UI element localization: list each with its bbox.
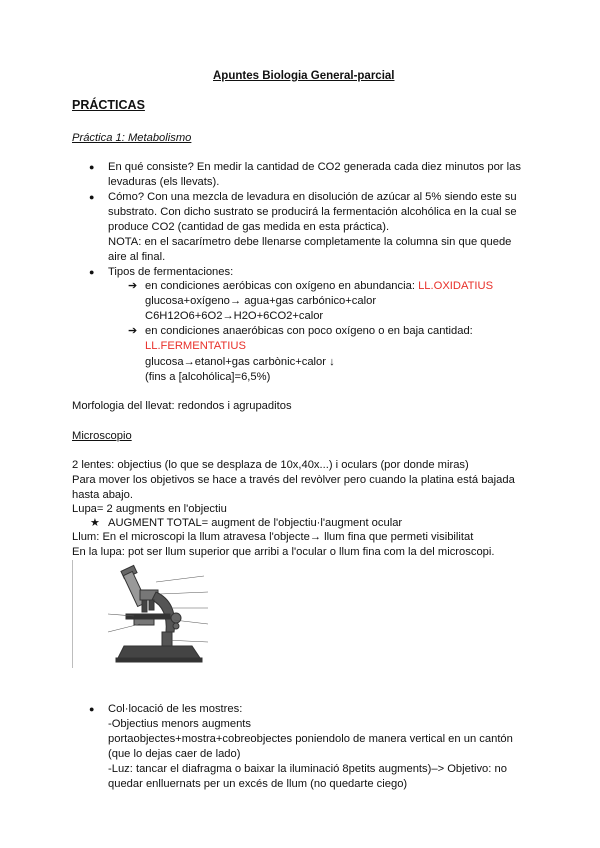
- micro-line: 2 lentes: objectius (lo que se desplaza de 10x,40x...) i oculars (por donde miras): [72, 459, 469, 471]
- aerob-formula: C6H12O6+6O2→H2O+6CO2+calor: [145, 310, 324, 322]
- bullet-icon: ●: [89, 704, 95, 714]
- micro-line: Lupa= 2 augments en l'objectiu: [72, 503, 227, 515]
- bullet-icon: ●: [89, 267, 95, 277]
- q2-line: NOTA: en el sacarímetro debe llenarse completamente la columna sin que quede: [108, 236, 512, 248]
- arrow-right-icon: ➔: [128, 280, 138, 292]
- q2-line: aire al final.: [108, 251, 166, 263]
- q2-line: Cómo? Con una mezcla de levadura en disolución de azúcar al 5% siendo este su: [108, 191, 517, 203]
- augment-total: AUGMENT TOTAL= augment de l'objectiu·l'augment ocular: [108, 517, 403, 529]
- quote-bar: [72, 560, 73, 668]
- micro-line: Para mover los objetivos se hace a través del revòlver pero cuando la platina está bajada: [72, 474, 515, 486]
- q2-line: substrato. Con dicho sustrato se producirá la fermentación alcohólica en la cual se: [108, 206, 517, 218]
- anaerob-line: en condiciones anaeróbicas con poco oxígeno o en baja cantidad:: [145, 325, 473, 337]
- practica-heading: Práctica 1: Metabolismo: [72, 132, 192, 144]
- q1-line: levaduras (els llevats).: [108, 176, 220, 188]
- anaerob-equation: glucosa→etanol+gas carbònic+calor ↓: [145, 356, 335, 368]
- colocacio-line: quedar enlluernats per un excés de llum (no quedarte ciego): [108, 778, 408, 790]
- arrow-right-icon: ➔: [128, 325, 138, 337]
- colocacio-line: (que lo dejas caer de lado): [108, 748, 241, 760]
- microscope-illustration: [104, 562, 214, 670]
- morfologia-line: Morfologia del llevat: redondos i agrupaditos: [72, 400, 292, 412]
- section-heading: PRÁCTICAS: [72, 98, 145, 112]
- q2-line: produce CO2 (cantidad de gas medida en esta práctica).: [108, 221, 390, 233]
- aerob-line: [145, 279, 493, 294]
- anaerob-note: (fins a [alcohólica]=6,5%): [145, 371, 271, 383]
- colocacio-line: -Objectius menors augments: [108, 718, 252, 730]
- microscopio-heading: Microscopio: [72, 430, 132, 442]
- lupa-line: En la lupa: pot ser llum superior que arribi a l'ocular o llum fina com la del microscopi.: [72, 546, 495, 558]
- colocacio-line: -Luz: tancar el diafragma o baixar la iluminació 8petits augments)–> Objetivo: no: [108, 763, 507, 775]
- aerob-equation: glucosa+oxígeno→ agua+gas carbónico+calor: [145, 295, 377, 307]
- bullet-icon: ●: [89, 162, 95, 172]
- aerob-text: en condiciones aeróbicas con oxígeno en abundancia:: [145, 280, 419, 292]
- bullet-icon: ●: [89, 192, 95, 202]
- q1-line: En qué consiste? En medir la cantidad de CO2 generada cada diez minutos por las: [108, 161, 521, 173]
- llum-line: Llum: En el microscopi la llum atravesa l'objecte→ llum fina que permeti visibilitat: [72, 531, 474, 543]
- tipos-label: Tipos de fermentaciones:: [108, 266, 234, 278]
- micro-line: hasta abajo.: [72, 489, 133, 501]
- star-icon: ★: [90, 517, 100, 529]
- anaerob-red: LL.FERMENTATIUS: [145, 340, 246, 352]
- page-title: Apuntes Biologia General-parcial: [213, 70, 395, 82]
- colocacio-title: Col·locació de les mostres:: [108, 703, 243, 715]
- colocacio-line: portaobjectes+mostra+cobreobjectes poniendolo de manera vertical en un cantón: [108, 733, 513, 745]
- aerob-red: LL.OXIDATIUS: [418, 280, 494, 292]
